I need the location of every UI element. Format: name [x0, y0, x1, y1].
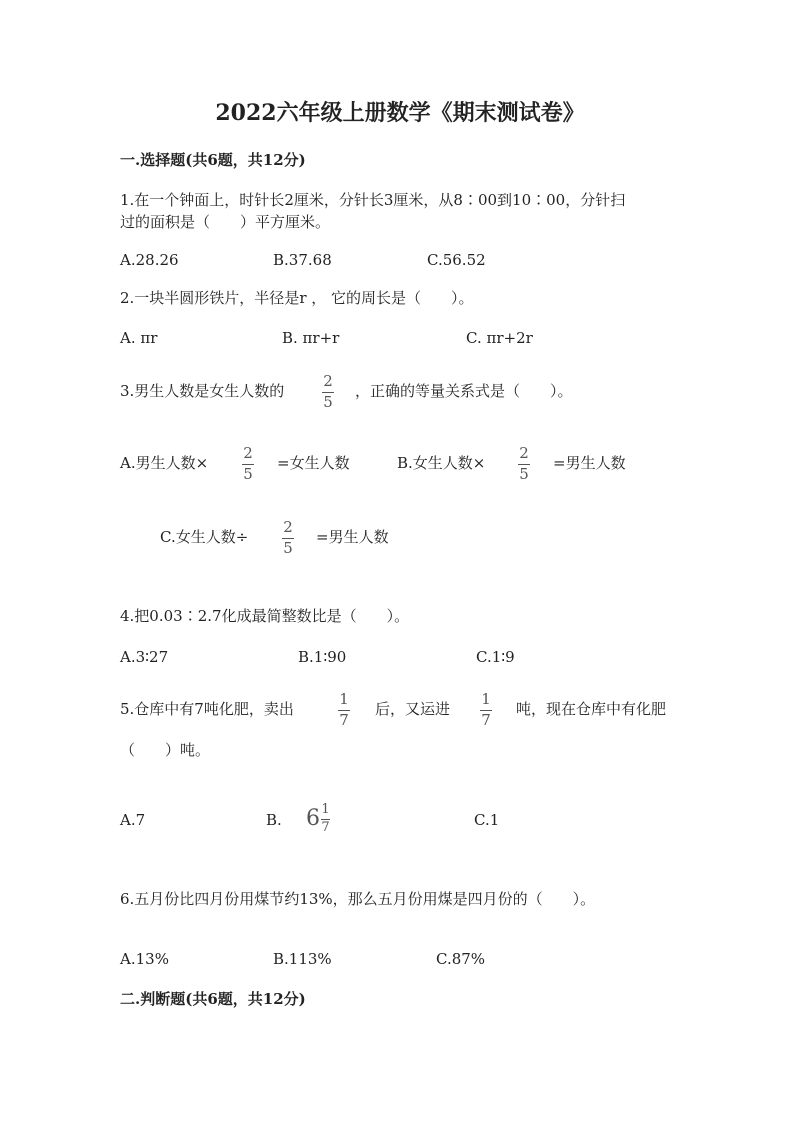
question-3-option-b-after: =男生人数 [553, 454, 626, 472]
question-1-line-2: 过的面积是（ ）平方厘米。 [120, 213, 331, 231]
fraction-denominator: 7 [321, 820, 330, 835]
question-1-option-b: B.37.68 [273, 251, 332, 269]
question-5-option-b-label: B. [266, 811, 282, 829]
mixed-number-whole: 6 [306, 806, 320, 831]
question-3-option-b-before: B.女生人数× [397, 454, 486, 472]
question-5-option-a: A.7 [120, 811, 146, 829]
question-3-text-before: 3.男生人数是女生人数的 [120, 382, 285, 400]
question-6-option-a: A.13% [120, 950, 169, 968]
question-3-option-c-before: C.女生人数÷ [160, 528, 249, 546]
question-5-part-1: 5.仓库中有7吨化肥，卖出 [120, 700, 294, 718]
mixed-number-fraction [321, 803, 330, 835]
question-3-option-c-after: =男生人数 [316, 528, 389, 546]
fraction-numerator: 1 [339, 690, 349, 708]
question-4-text: 4.把0.03∶2.7化成最简整数比是（ ）。 [120, 607, 410, 625]
question-3-option-a-before: A.男生人数× [120, 454, 209, 472]
question-3-option-a-fraction [242, 445, 254, 483]
question-5-part-3: 吨，现在仓库中有化肥 [516, 700, 667, 718]
fraction-numerator: 2 [323, 372, 333, 390]
question-3-option-a-after: =女生人数 [277, 454, 350, 472]
question-5-part-2: 后，又运进 [375, 700, 451, 718]
question-1-option-a: A.28.26 [120, 251, 179, 269]
question-5-fraction-2 [480, 691, 492, 729]
question-1-option-c: C.56.52 [427, 251, 486, 269]
question-2-option-c: C. πr+2r [466, 329, 533, 347]
fraction-denominator: 5 [283, 539, 293, 557]
fraction-numerator: 1 [481, 690, 491, 708]
fraction-denominator: 7 [481, 711, 491, 729]
question-5-fraction-1 [338, 691, 350, 729]
fraction-numerator: 2 [519, 444, 529, 462]
question-3-text-after: ，正确的等量关系式是（ ）。 [355, 382, 573, 400]
fraction-denominator: 5 [323, 393, 333, 411]
fraction-numerator: 1 [321, 802, 330, 817]
question-2-option-a: A. πr [120, 329, 158, 347]
fraction-numerator: 2 [283, 518, 293, 536]
question-1-line-1: 1.在一个钟面上，时针长2厘米，分针长3厘米，从8∶00到10∶00，分针扫 [120, 191, 626, 209]
fraction-denominator: 7 [339, 711, 349, 729]
question-2-text: 2.一块半圆形铁片，半径是r ， 它的周长是（ ）。 [120, 289, 474, 307]
fraction-denominator: 5 [519, 465, 529, 483]
question-6-option-c: C.87% [436, 950, 486, 968]
question-5-option-b-mixed-number [306, 803, 330, 835]
question-4-option-a: A.3∶27 [120, 648, 169, 666]
question-6-text: 6.五月份比四月份用煤节约13%，那么五月份用煤是四月份的（ ）。 [120, 890, 596, 908]
question-3-option-c-fraction [282, 519, 294, 557]
question-3-fraction [322, 373, 334, 411]
fraction-denominator: 5 [243, 465, 253, 483]
section-heading-judgement: 二.判断题(共6题，共12分) [120, 990, 306, 1008]
question-5-line-2: （ ）吨。 [120, 741, 211, 759]
question-2-option-b: B. πr+r [282, 329, 340, 347]
section-heading-choice: 一.选择题(共6题，共12分) [120, 151, 306, 169]
question-6-option-b: B.113% [273, 950, 332, 968]
question-5-option-c: C.1 [474, 811, 500, 829]
question-3-option-b-fraction [518, 445, 530, 483]
page-title: 2022六年级上册数学《期末测试卷》 [215, 100, 585, 126]
question-4-option-b: B.1∶90 [298, 648, 347, 666]
question-4-option-c: C.1∶9 [476, 648, 515, 666]
fraction-numerator: 2 [243, 444, 253, 462]
